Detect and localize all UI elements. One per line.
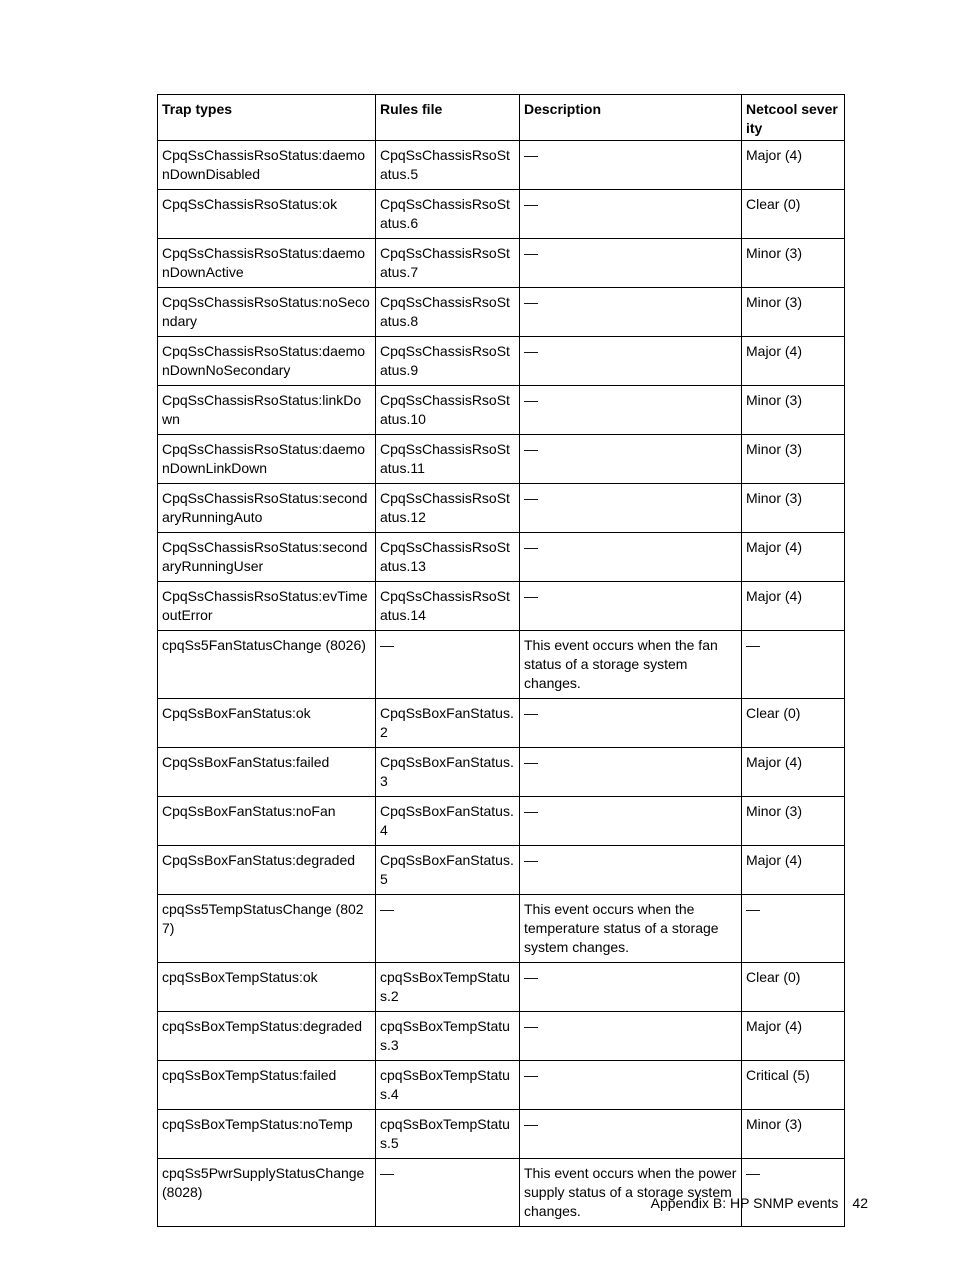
cell-rules-file: — <box>376 895 520 963</box>
cell-severity: Critical (5) <box>742 1061 845 1110</box>
header-netcool-severity: Netcool severity <box>742 95 845 141</box>
cell-trap-type: cpqSs5PwrSupplyStatusChange (8028) <box>158 1159 376 1227</box>
header-description: Description <box>520 95 742 141</box>
page-number: 42 <box>852 1195 868 1211</box>
table-row <box>158 846 845 895</box>
cell-trap-type: CpqSsChassisRsoStatus:secondaryRunningUser <box>158 533 376 582</box>
cell-description: This event occurs when the fan status of a storage system changes. <box>520 631 742 699</box>
cell-rules-file: — <box>376 1159 520 1227</box>
cell-rules-file: CpqSsChassisRsoStatus.5 <box>376 141 520 190</box>
cell-description: This event occurs when the temperature status of a storage system changes. <box>520 895 742 963</box>
table-header-row <box>158 95 845 141</box>
cell-trap-type: CpqSsChassisRsoStatus:secondaryRunningAuto <box>158 484 376 533</box>
cell-trap-type: CpqSsBoxFanStatus:failed <box>158 748 376 797</box>
cell-trap-type: cpqSsBoxTempStatus:noTemp <box>158 1110 376 1159</box>
table-row <box>158 1012 845 1061</box>
cell-rules-file: CpqSsChassisRsoStatus.12 <box>376 484 520 533</box>
cell-severity: Minor (3) <box>742 1110 845 1159</box>
cell-rules-file: CpqSsChassisRsoStatus.7 <box>376 239 520 288</box>
cell-description: — <box>520 337 742 386</box>
cell-description: — <box>520 797 742 846</box>
cell-rules-file: CpqSsChassisRsoStatus.14 <box>376 582 520 631</box>
cell-severity: Minor (3) <box>742 484 845 533</box>
cell-rules-file: CpqSsChassisRsoStatus.10 <box>376 386 520 435</box>
cell-description: — <box>520 141 742 190</box>
table-body <box>158 141 845 1227</box>
cell-rules-file: cpqSsBoxTempStatus.5 <box>376 1110 520 1159</box>
cell-severity: Minor (3) <box>742 239 845 288</box>
cell-trap-type: CpqSsChassisRsoStatus:evTimeoutError <box>158 582 376 631</box>
cell-trap-type: CpqSsBoxFanStatus:noFan <box>158 797 376 846</box>
cell-rules-file: cpqSsBoxTempStatus.4 <box>376 1061 520 1110</box>
table-row <box>158 1061 845 1110</box>
table-row <box>158 699 845 748</box>
cell-severity: Major (4) <box>742 1012 845 1061</box>
cell-rules-file: CpqSsBoxFanStatus.5 <box>376 846 520 895</box>
cell-rules-file: cpqSsBoxTempStatus.2 <box>376 963 520 1012</box>
cell-severity: Clear (0) <box>742 963 845 1012</box>
cell-trap-type: CpqSsBoxFanStatus:degraded <box>158 846 376 895</box>
cell-trap-type: CpqSsBoxFanStatus:ok <box>158 699 376 748</box>
cell-trap-type: CpqSsChassisRsoStatus:daemonDownActive <box>158 239 376 288</box>
cell-rules-file: CpqSsChassisRsoStatus.11 <box>376 435 520 484</box>
cell-trap-type: CpqSsChassisRsoStatus:daemonDownDisabled <box>158 141 376 190</box>
cell-description: — <box>520 386 742 435</box>
cell-severity: Major (4) <box>742 748 845 797</box>
cell-severity: Minor (3) <box>742 797 845 846</box>
cell-rules-file: cpqSsBoxTempStatus.3 <box>376 1012 520 1061</box>
cell-severity: Major (4) <box>742 141 845 190</box>
table-row <box>158 386 845 435</box>
cell-description: — <box>520 1061 742 1110</box>
cell-trap-type: CpqSsChassisRsoStatus:daemonDownLinkDown <box>158 435 376 484</box>
cell-trap-type: cpqSsBoxTempStatus:degraded <box>158 1012 376 1061</box>
table-row <box>158 895 845 963</box>
cell-severity: — <box>742 1159 845 1227</box>
header-rules-file: Rules file <box>376 95 520 141</box>
trap-table <box>157 94 845 1227</box>
page-footer <box>651 1195 868 1211</box>
cell-rules-file: CpqSsChassisRsoStatus.13 <box>376 533 520 582</box>
cell-description: — <box>520 533 742 582</box>
table-row <box>158 582 845 631</box>
cell-rules-file: CpqSsChassisRsoStatus.6 <box>376 190 520 239</box>
cell-severity: Major (4) <box>742 846 845 895</box>
cell-description: — <box>520 963 742 1012</box>
table-row <box>158 748 845 797</box>
cell-description: — <box>520 239 742 288</box>
cell-description: — <box>520 846 742 895</box>
cell-severity: Minor (3) <box>742 288 845 337</box>
cell-trap-type: CpqSsChassisRsoStatus:ok <box>158 190 376 239</box>
cell-severity: Clear (0) <box>742 190 845 239</box>
table-row <box>158 288 845 337</box>
table-row <box>158 239 845 288</box>
cell-description: — <box>520 190 742 239</box>
cell-rules-file: CpqSsBoxFanStatus.3 <box>376 748 520 797</box>
cell-severity: — <box>742 895 845 963</box>
table-row <box>158 484 845 533</box>
cell-description: This event occurs when the power supply status of a storage system changes. <box>520 1159 742 1227</box>
table-row <box>158 797 845 846</box>
cell-description: — <box>520 288 742 337</box>
table-row <box>158 533 845 582</box>
table-row <box>158 190 845 239</box>
cell-rules-file: CpqSsChassisRsoStatus.8 <box>376 288 520 337</box>
cell-trap-type: cpqSsBoxTempStatus:ok <box>158 963 376 1012</box>
cell-severity: Minor (3) <box>742 386 845 435</box>
table-row <box>158 141 845 190</box>
cell-trap-type: cpqSs5FanStatusChange (8026) <box>158 631 376 699</box>
cell-description: — <box>520 1012 742 1061</box>
cell-description: — <box>520 699 742 748</box>
cell-description: — <box>520 1110 742 1159</box>
cell-severity: Major (4) <box>742 582 845 631</box>
cell-rules-file: CpqSsBoxFanStatus.4 <box>376 797 520 846</box>
cell-trap-type: cpqSsBoxTempStatus:failed <box>158 1061 376 1110</box>
header-trap-types: Trap types <box>158 95 376 141</box>
cell-description: — <box>520 435 742 484</box>
table-row <box>158 631 845 699</box>
cell-rules-file: — <box>376 631 520 699</box>
cell-description: — <box>520 484 742 533</box>
cell-trap-type: cpqSs5TempStatusChange (8027) <box>158 895 376 963</box>
cell-rules-file: CpqSsChassisRsoStatus.9 <box>376 337 520 386</box>
table-row <box>158 1110 845 1159</box>
cell-rules-file: CpqSsBoxFanStatus.2 <box>376 699 520 748</box>
table-row <box>158 963 845 1012</box>
cell-description: — <box>520 582 742 631</box>
cell-severity: — <box>742 631 845 699</box>
table-row <box>158 435 845 484</box>
table-row <box>158 1159 845 1227</box>
cell-description: — <box>520 748 742 797</box>
cell-severity: Major (4) <box>742 533 845 582</box>
cell-severity: Minor (3) <box>742 435 845 484</box>
cell-trap-type: CpqSsChassisRsoStatus:noSecondary <box>158 288 376 337</box>
cell-trap-type: CpqSsChassisRsoStatus:daemonDownNoSecondary <box>158 337 376 386</box>
footer-section-title: Appendix B: HP SNMP events <box>650 1195 839 1211</box>
cell-trap-type: CpqSsChassisRsoStatus:linkDown <box>158 386 376 435</box>
table-row <box>158 337 845 386</box>
cell-severity: Clear (0) <box>742 699 845 748</box>
cell-severity: Major (4) <box>742 337 845 386</box>
